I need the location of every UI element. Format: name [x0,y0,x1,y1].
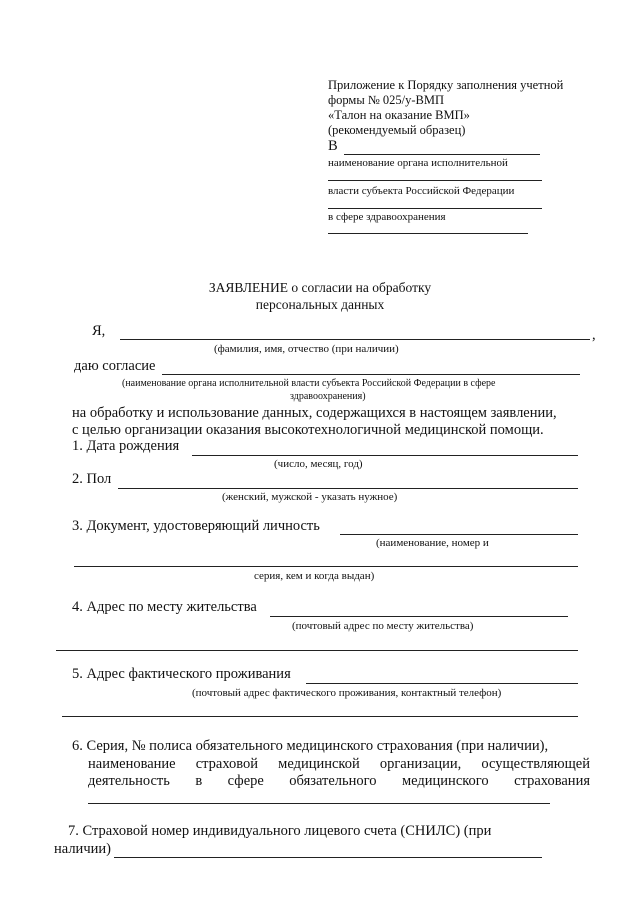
addressee-hint-2: власти субъекта Российской Федерации [328,185,515,197]
organization-hint-1: (наименование органа исполнительной власти субъекта Российской Федерации в сфере [122,378,496,389]
actual-address-label: 5. Адрес фактического проживания [72,666,291,682]
consent-i: Я, [92,323,106,339]
sex-label: 2. Пол [72,471,112,487]
policy-text-line-1: 6. Серия, № полиса обязательного медицинского страхования (при наличии), [72,738,549,754]
addressee-input-line-4[interactable] [328,233,528,234]
policy-text-line-3: деятельность в сфере обязательного медицинского страхования [88,773,590,789]
birth-date-label: 1. Дата рождения [72,438,180,454]
snils-text-line-2: наличии) [54,841,111,857]
purpose-line-2: с целью организации оказания высокотехнологичной медицинской помощи. [72,422,544,438]
document-subtitle: персональных данных [255,297,385,312]
annex-line-3: «Талон на оказание ВМП» [328,108,470,122]
annex-line-2: формы № 025/у-ВМП [328,93,445,107]
residence-address-input-1[interactable] [270,616,568,617]
consent-agree: даю согласие [74,358,156,374]
actual-address-hint: (почтовый адрес фактического проживания, контактный телефон) [192,687,502,699]
identity-document-hint-2: серия, кем и когда выдан) [254,570,375,582]
annex-line-4: (рекомендуемый образец) [328,123,466,137]
addressee-input-line-1[interactable] [344,154,540,155]
actual-address-input-1[interactable] [306,683,578,684]
addressee-input-line-2[interactable] [328,180,542,181]
actual-address-input-2[interactable] [62,716,578,717]
birth-date-hint: (число, месяц, год) [274,458,363,470]
sex-hint: (женский, мужской - указать нужное) [222,491,398,503]
addressee-input-line-3[interactable] [328,208,542,209]
addressee-hint-1: наименование органа исполнительной [328,157,508,169]
snils-text-line-1: 7. Страховой номер индивидуального лицевого счета (СНИЛС) (при [68,823,492,839]
organization-input[interactable] [162,374,580,375]
document-title: ЗАЯВЛЕНИЕ о согласии на обработку [208,280,432,295]
consent-comma: , [592,327,596,343]
residence-address-label: 4. Адрес по месту жительства [72,599,257,615]
addressee-hint-3: в сфере здравоохранения [328,211,446,223]
full-name-hint: (фамилия, имя, отчество (при наличии) [214,343,399,355]
identity-document-hint-1: (наименование, номер и [376,537,489,549]
identity-document-input-2[interactable] [74,566,578,567]
birth-date-input[interactable] [192,455,578,456]
organization-hint-2: здравоохранения) [290,391,366,402]
snils-input[interactable] [114,857,542,858]
policy-input[interactable] [88,803,550,804]
annex-line-1: Приложение к Порядку заполнения учетной [328,78,564,92]
full-name-input[interactable] [120,339,590,340]
sex-input[interactable] [118,488,578,489]
residence-address-input-2[interactable] [56,650,578,651]
policy-text-line-2: наименование страховой медицинской организации, осуществляющей [88,756,590,772]
purpose-line-1: на обработку и использование данных, содержащихся в настоящем заявлении, [72,405,557,421]
addressee-prefix: В [328,138,338,154]
identity-document-input-1[interactable] [340,534,578,535]
residence-address-hint: (почтовый адрес по месту жительства) [292,620,474,632]
identity-document-label: 3. Документ, удостоверяющий личность [72,518,320,534]
